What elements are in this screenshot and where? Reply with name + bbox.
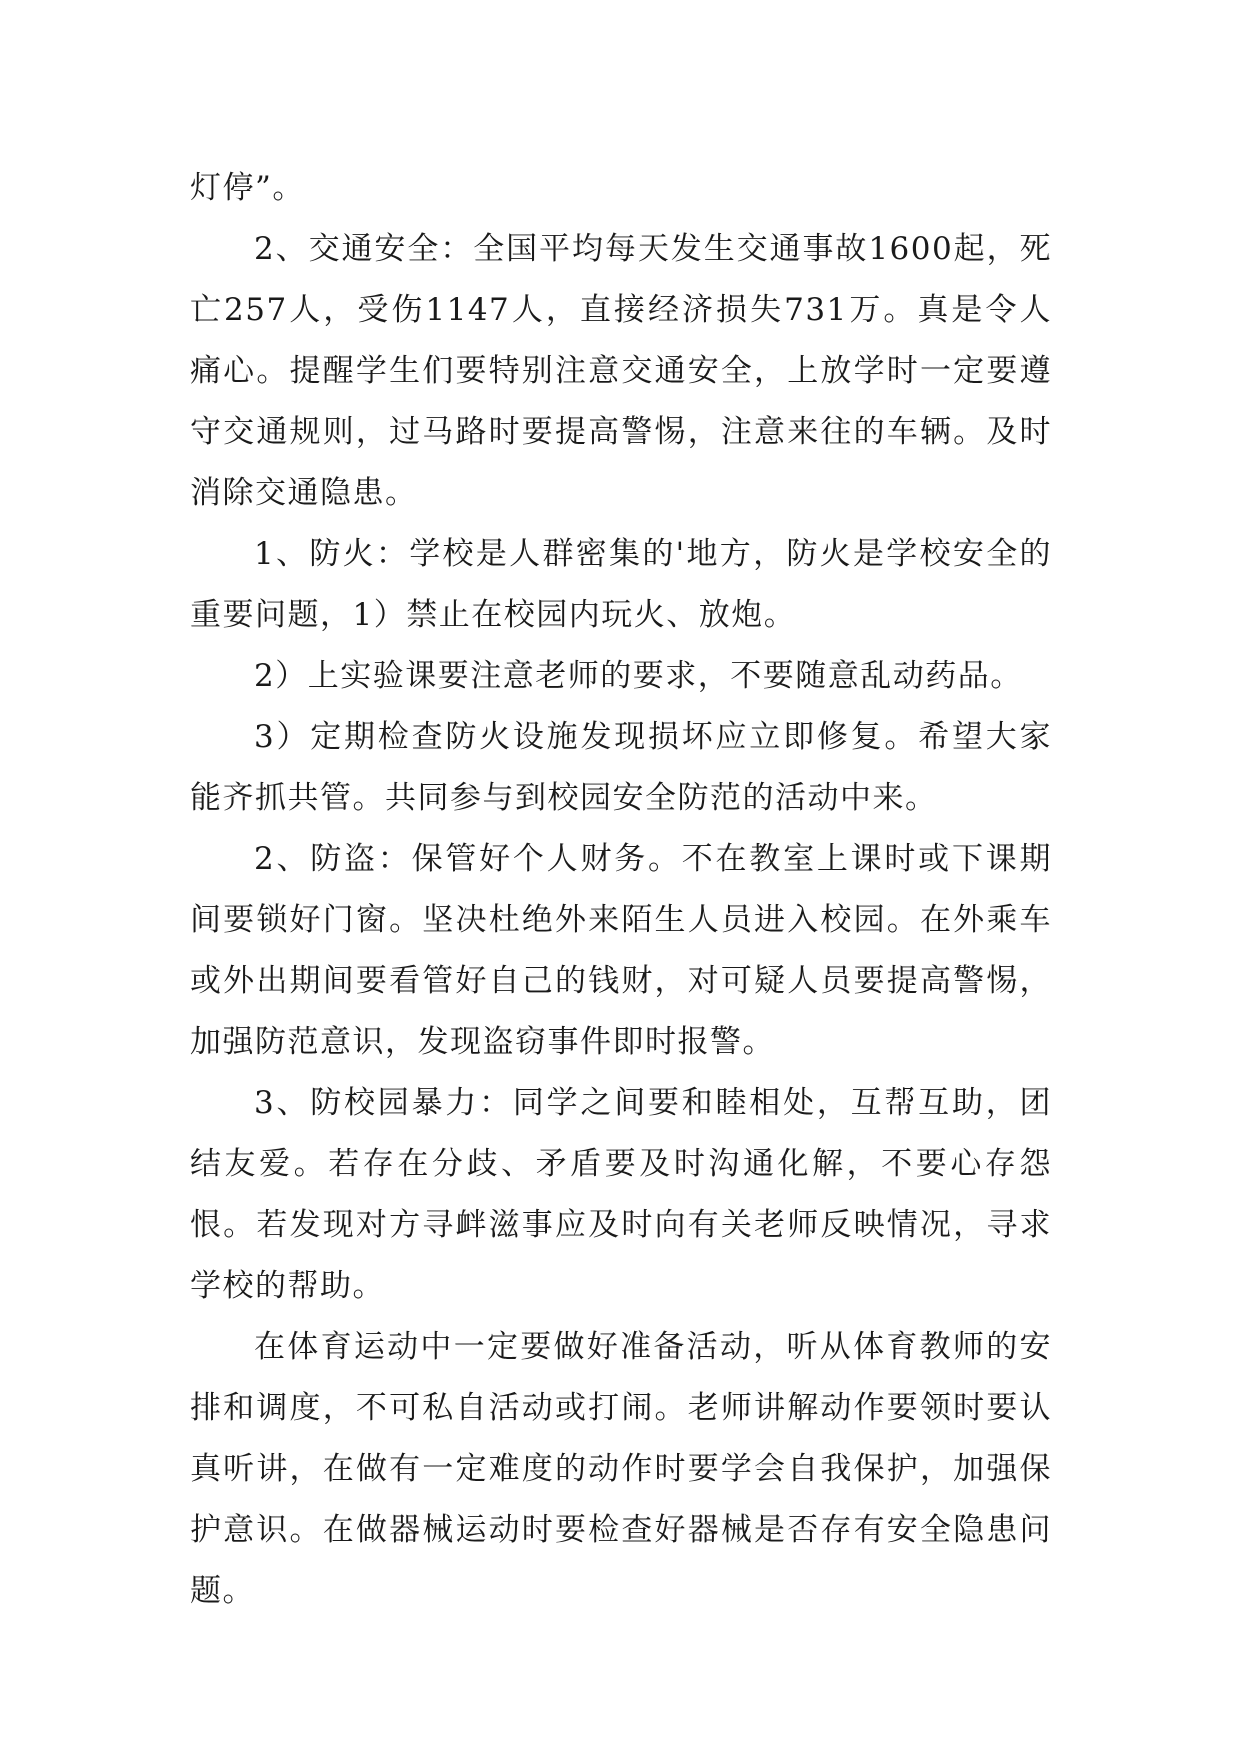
paragraph-lab-class: 2）上实验课要注意老师的要求，不要随意乱动药品。 [254,658,1023,694]
paragraph-continuation: 灯停”。 [190,170,305,206]
paragraph-sports-safety: 在体育运动中一定要做好准备活动，听从体育教师的安排和调度，不可私自活动或打闹。老师讲解动作要领时要认真听讲，在做有一定难度的动作时要学会自我保护，加强保护意识。在做器械运动时要检查好器械是否存有安全隐患问题。 [190,1329,1052,1609]
document-body [190,158,1052,1622]
paragraph-theft-prevention: 2、防盗：保管好个人财务。不在教室上课时或下课期间要锁好门窗。坚决杜绝外来陌生人员进入校园。在外乘车或外出期间要看管好自己的钱财，对可疑人员要提高警惕，加强防范意识，发现盗窃事件即时报警。 [190,841,1052,1060]
paragraph-fire-prevention: 1、防火：学校是人群密集的'地方，防火是学校安全的重要问题，1）禁止在校园内玩火、放炮。 [190,536,1052,633]
paragraph-traffic-safety: 2、交通安全：全国平均每天发生交通事故1600起，死亡257人，受伤1147人，直接经济损失731万。真是令人痛心。提醒学生们要特别注意交通安全，上放学时一定要遵守交通规则，过马路时要提高警惕，注意来往的车辆。及时消除交通隐患。 [190,231,1052,511]
paragraph-fire-inspection: 3）定期检查防火设施发现损坏应立即修复。希望大家能齐抓共管。共同参与到校园安全防范的活动中来。 [190,719,1052,816]
paragraph-school-violence: 3、防校园暴力：同学之间要和睦相处，互帮互助，团结友爱。若存在分歧、矛盾要及时沟通化解，不要心存怨恨。若发现对方寻衅滋事应及时向有关老师反映情况，寻求学校的帮助。 [190,1085,1052,1304]
